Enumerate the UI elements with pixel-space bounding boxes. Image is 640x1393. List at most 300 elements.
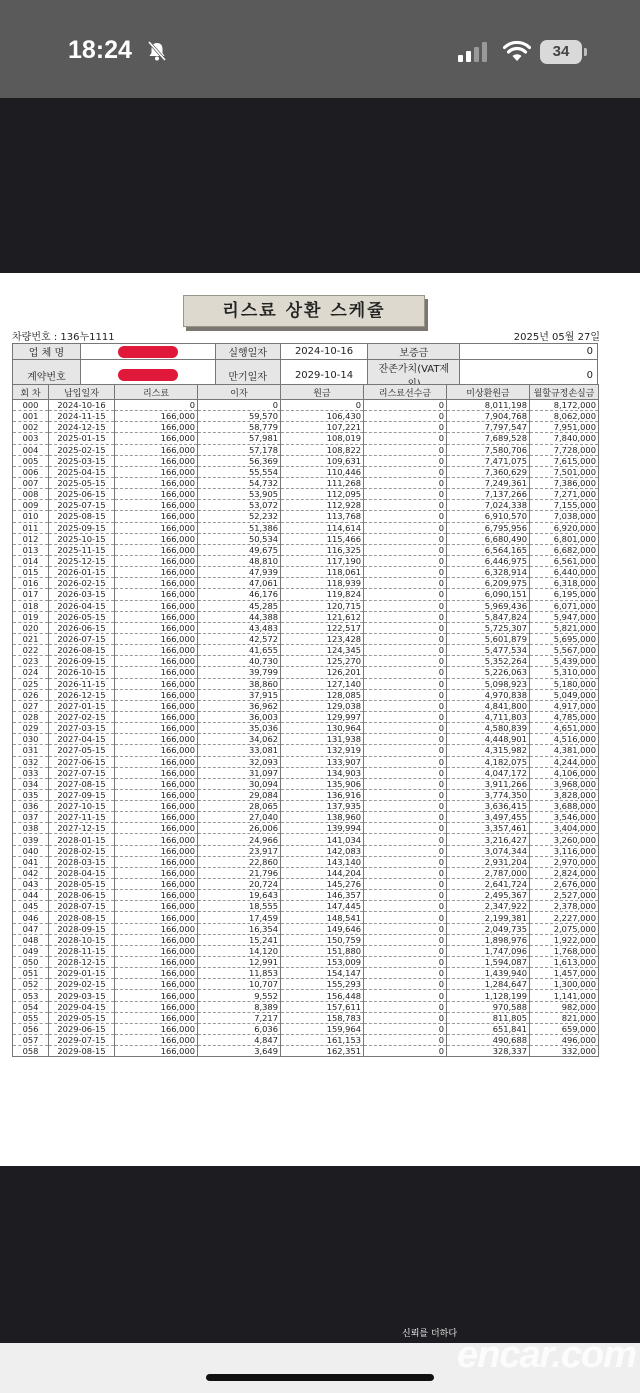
cell-principal: 122,517 (281, 622, 364, 633)
cell-payment-date: 2026-08-15 (49, 645, 115, 656)
redaction-mark (118, 346, 178, 358)
schedule-row (13, 422, 599, 433)
cell-lease-fee: 166,000 (115, 923, 198, 934)
schedule-row (13, 1046, 599, 1057)
cell-outstanding-principal: 6,209,975 (447, 578, 530, 589)
cell-interest: 37,915 (198, 689, 281, 700)
cell-payment-date: 2028-07-15 (49, 901, 115, 912)
cell-outstanding-principal: 6,564,165 (447, 544, 530, 555)
cell-installment: 027 (13, 700, 49, 711)
cell-principal: 118,939 (281, 578, 364, 589)
cell-lease-fee: 166,000 (115, 801, 198, 812)
cell-interest: 3,649 (198, 1046, 281, 1057)
cell-stipulated-loss: 6,440,000 (530, 567, 599, 578)
cell-payment-date: 2028-03-15 (49, 856, 115, 867)
cell-outstanding-principal: 7,360,629 (447, 466, 530, 477)
cell-lease-fee: 166,000 (115, 667, 198, 678)
schedule-row (13, 901, 599, 912)
status-time: 18:24 (68, 36, 132, 64)
cell-payment-date: 2028-12-15 (49, 957, 115, 968)
cell-payment-date: 2025-06-15 (49, 489, 115, 500)
cell-outstanding-principal: 6,680,490 (447, 533, 530, 544)
schedule-row (13, 500, 599, 511)
col-header-lease-fee: 리스료 (115, 385, 198, 400)
cell-outstanding-principal: 3,636,415 (447, 801, 530, 812)
cell-lease-fee: 166,000 (115, 990, 198, 1001)
cell-lease-fee: 166,000 (115, 711, 198, 722)
cell-installment: 023 (13, 656, 49, 667)
cell-interest: 36,962 (198, 700, 281, 711)
schedule-row (13, 489, 599, 500)
schedule-header-row (13, 385, 599, 400)
cell-installment: 050 (13, 957, 49, 968)
schedule-row (13, 1012, 599, 1023)
deposit-value: 0 (460, 344, 598, 360)
cell-principal: 109,631 (281, 455, 364, 466)
document-date: 2025년 05월 27일 (513, 332, 600, 343)
cell-interest: 33,081 (198, 745, 281, 756)
cell-installment: 047 (13, 923, 49, 934)
cell-outstanding-principal: 7,471,075 (447, 455, 530, 466)
cell-outstanding-principal: 3,911,266 (447, 778, 530, 789)
cell-interest: 17,459 (198, 912, 281, 923)
schedule-row (13, 522, 599, 533)
cell-stipulated-loss: 8,172,000 (530, 400, 599, 411)
cell-advance-payment: 0 (364, 778, 447, 789)
cell-installment: 028 (13, 711, 49, 722)
cell-installment: 031 (13, 745, 49, 756)
cell-principal: 141,034 (281, 834, 364, 845)
cell-advance-payment: 0 (364, 411, 447, 422)
cell-installment: 014 (13, 555, 49, 566)
cell-advance-payment: 0 (364, 968, 447, 979)
cell-outstanding-principal: 6,090,151 (447, 589, 530, 600)
cell-principal: 158,783 (281, 1012, 364, 1023)
cell-interest: 14,120 (198, 945, 281, 956)
cell-principal: 144,204 (281, 867, 364, 878)
cell-stipulated-loss: 5,567,000 (530, 645, 599, 656)
cell-principal: 124,345 (281, 645, 364, 656)
cell-payment-date: 2025-08-15 (49, 511, 115, 522)
cell-payment-date: 2029-03-15 (49, 990, 115, 1001)
schedule-row (13, 756, 599, 767)
cell-interest: 29,084 (198, 789, 281, 800)
cell-lease-fee: 166,000 (115, 444, 198, 455)
cell-principal: 118,061 (281, 567, 364, 578)
cell-outstanding-principal: 4,315,982 (447, 745, 530, 756)
cell-advance-payment: 0 (364, 879, 447, 890)
schedule-row (13, 611, 599, 622)
cell-payment-date: 2027-03-15 (49, 723, 115, 734)
cell-advance-payment: 0 (364, 901, 447, 912)
cell-lease-fee: 166,000 (115, 823, 198, 834)
cell-installment: 022 (13, 645, 49, 656)
cell-payment-date: 2025-07-15 (49, 500, 115, 511)
cell-installment: 036 (13, 801, 49, 812)
cell-installment: 038 (13, 823, 49, 834)
cell-interest: 39,799 (198, 667, 281, 678)
cell-stipulated-loss: 332,000 (530, 1046, 599, 1057)
cell-installment: 048 (13, 934, 49, 945)
col-header-payment-date: 납입일자 (49, 385, 115, 400)
cell-principal: 107,221 (281, 422, 364, 433)
cell-installment: 011 (13, 522, 49, 533)
cell-advance-payment: 0 (364, 934, 447, 945)
cell-principal: 142,083 (281, 845, 364, 856)
cell-payment-date: 2025-04-15 (49, 466, 115, 477)
cell-installment: 033 (13, 767, 49, 778)
cell-payment-date: 2026-03-15 (49, 589, 115, 600)
cell-advance-payment: 0 (364, 400, 447, 411)
cell-principal: 148,541 (281, 912, 364, 923)
cell-outstanding-principal: 7,249,361 (447, 477, 530, 488)
cell-installment: 032 (13, 756, 49, 767)
cell-advance-payment: 0 (364, 789, 447, 800)
cell-stipulated-loss: 2,970,000 (530, 856, 599, 867)
cell-payment-date: 2026-06-15 (49, 622, 115, 633)
cell-outstanding-principal: 5,601,879 (447, 633, 530, 644)
cell-principal: 156,448 (281, 990, 364, 1001)
watermark-tagline: 신뢰를 더하다 (402, 1329, 458, 1339)
cell-principal: 106,430 (281, 411, 364, 422)
cell-installment: 042 (13, 867, 49, 878)
cell-installment: 020 (13, 622, 49, 633)
cell-installment: 025 (13, 678, 49, 689)
schedule-row (13, 957, 599, 968)
cell-advance-payment: 0 (364, 767, 447, 778)
cell-payment-date: 2025-10-15 (49, 533, 115, 544)
cell-interest: 21,796 (198, 867, 281, 878)
cell-stipulated-loss: 3,116,000 (530, 845, 599, 856)
cell-payment-date: 2029-06-15 (49, 1023, 115, 1034)
schedule-row (13, 411, 599, 422)
schedule-row (13, 723, 599, 734)
cell-lease-fee: 166,000 (115, 856, 198, 867)
cell-principal: 134,903 (281, 767, 364, 778)
cell-installment: 057 (13, 1035, 49, 1046)
cell-principal: 145,276 (281, 879, 364, 890)
schedule-row (13, 789, 599, 800)
cell-advance-payment: 0 (364, 611, 447, 622)
cell-principal: 112,095 (281, 489, 364, 500)
cell-stipulated-loss: 1,141,000 (530, 990, 599, 1001)
cell-stipulated-loss: 4,381,000 (530, 745, 599, 756)
cell-advance-payment: 0 (364, 678, 447, 689)
cell-principal: 125,270 (281, 656, 364, 667)
cell-payment-date: 2027-06-15 (49, 756, 115, 767)
cell-payment-date: 2028-05-15 (49, 879, 115, 890)
cell-installment: 013 (13, 544, 49, 555)
cell-payment-date: 2028-11-15 (49, 945, 115, 956)
cell-interest: 58,779 (198, 422, 281, 433)
cell-outstanding-principal: 5,847,824 (447, 611, 530, 622)
cell-advance-payment: 0 (364, 812, 447, 823)
cell-stipulated-loss: 6,071,000 (530, 600, 599, 611)
cell-payment-date: 2026-05-15 (49, 611, 115, 622)
cell-stipulated-loss: 2,075,000 (530, 923, 599, 934)
schedule-row (13, 801, 599, 812)
cell-installment: 046 (13, 912, 49, 923)
cell-lease-fee: 0 (115, 400, 198, 411)
cell-stipulated-loss: 7,951,000 (530, 422, 599, 433)
cell-outstanding-principal: 6,795,956 (447, 522, 530, 533)
cell-outstanding-principal: 4,580,839 (447, 723, 530, 734)
cell-payment-date: 2028-02-15 (49, 845, 115, 856)
cell-payment-date: 2028-01-15 (49, 834, 115, 845)
cell-payment-date: 2025-02-15 (49, 444, 115, 455)
cell-stipulated-loss: 5,049,000 (530, 689, 599, 700)
cell-interest: 18,555 (198, 901, 281, 912)
cell-lease-fee: 166,000 (115, 845, 198, 856)
cell-installment: 024 (13, 667, 49, 678)
cell-stipulated-loss: 5,947,000 (530, 611, 599, 622)
cell-payment-date: 2027-11-15 (49, 812, 115, 823)
cell-lease-fee: 166,000 (115, 645, 198, 656)
cell-advance-payment: 0 (364, 533, 447, 544)
cell-payment-date: 2026-09-15 (49, 656, 115, 667)
cell-principal: 146,357 (281, 890, 364, 901)
cell-lease-fee: 166,000 (115, 867, 198, 878)
battery-tip (584, 48, 587, 56)
cell-interest: 12,991 (198, 957, 281, 968)
cell-lease-fee: 166,000 (115, 678, 198, 689)
residual-value-label: 잔존가치(VAT제 (368, 360, 460, 391)
schedule-row (13, 400, 599, 411)
cell-principal: 159,964 (281, 1023, 364, 1034)
cell-payment-date: 2026-04-15 (49, 600, 115, 611)
schedule-row (13, 600, 599, 611)
cell-advance-payment: 0 (364, 578, 447, 589)
cell-payment-date: 2029-02-15 (49, 979, 115, 990)
cell-lease-fee: 166,000 (115, 466, 198, 477)
schedule-row (13, 477, 599, 488)
cell-interest: 57,981 (198, 433, 281, 444)
cell-principal: 110,446 (281, 466, 364, 477)
cell-lease-fee: 166,000 (115, 756, 198, 767)
cell-stipulated-loss: 1,457,000 (530, 968, 599, 979)
cell-advance-payment: 0 (364, 745, 447, 756)
cell-installment: 054 (13, 1001, 49, 1012)
cell-lease-fee: 166,000 (115, 890, 198, 901)
cell-stipulated-loss: 3,260,000 (530, 834, 599, 845)
cell-principal: 120,715 (281, 600, 364, 611)
cell-outstanding-principal: 4,047,172 (447, 767, 530, 778)
schedule-row (13, 734, 599, 745)
cell-outstanding-principal: 1,439,940 (447, 968, 530, 979)
cell-outstanding-principal: 3,357,461 (447, 823, 530, 834)
cell-advance-payment: 0 (364, 845, 447, 856)
cell-stipulated-loss: 1,300,000 (530, 979, 599, 990)
cell-lease-fee: 166,000 (115, 879, 198, 890)
cell-payment-date: 2024-11-15 (49, 411, 115, 422)
cell-advance-payment: 0 (364, 500, 447, 511)
cell-stipulated-loss: 7,728,000 (530, 444, 599, 455)
cell-principal: 119,824 (281, 589, 364, 600)
cell-payment-date: 2029-07-15 (49, 1035, 115, 1046)
cell-outstanding-principal: 7,024,338 (447, 500, 530, 511)
cell-payment-date: 2027-07-15 (49, 767, 115, 778)
cell-advance-payment: 0 (364, 433, 447, 444)
cell-principal: 130,964 (281, 723, 364, 734)
cell-interest: 6,036 (198, 1023, 281, 1034)
cell-lease-fee: 166,000 (115, 1035, 198, 1046)
cell-interest: 22,860 (198, 856, 281, 867)
cell-lease-fee: 166,000 (115, 567, 198, 578)
schedule-row (13, 622, 599, 633)
cell-stipulated-loss: 7,271,000 (530, 489, 599, 500)
cell-stipulated-loss: 2,378,000 (530, 901, 599, 912)
cell-outstanding-principal: 2,347,922 (447, 901, 530, 912)
cell-principal: 129,038 (281, 700, 364, 711)
cell-interest: 40,730 (198, 656, 281, 667)
cell-installment: 004 (13, 444, 49, 455)
cell-payment-date: 2029-04-15 (49, 1001, 115, 1012)
cell-lease-fee: 166,000 (115, 1001, 198, 1012)
schedule-row (13, 667, 599, 678)
cell-principal: 149,646 (281, 923, 364, 934)
cell-installment: 001 (13, 411, 49, 422)
cell-stipulated-loss: 659,000 (530, 1023, 599, 1034)
cell-advance-payment: 0 (364, 622, 447, 633)
cell-stipulated-loss: 4,516,000 (530, 734, 599, 745)
home-indicator[interactable] (206, 1374, 434, 1381)
cell-interest: 8,389 (198, 1001, 281, 1012)
cell-lease-fee: 166,000 (115, 912, 198, 923)
cell-lease-fee: 166,000 (115, 455, 198, 466)
cell-stipulated-loss: 821,000 (530, 1012, 599, 1023)
cell-stipulated-loss: 2,824,000 (530, 867, 599, 878)
cell-principal: 154,147 (281, 968, 364, 979)
cell-interest: 52,232 (198, 511, 281, 522)
cell-principal: 116,325 (281, 544, 364, 555)
cell-advance-payment: 0 (364, 667, 447, 678)
cell-outstanding-principal: 4,182,075 (447, 756, 530, 767)
cell-stipulated-loss: 4,651,000 (530, 723, 599, 734)
cell-outstanding-principal: 3,074,344 (447, 845, 530, 856)
schedule-row (13, 511, 599, 522)
cell-payment-date: 2025-09-15 (49, 522, 115, 533)
cell-stipulated-loss: 5,439,000 (530, 656, 599, 667)
cell-advance-payment: 0 (364, 522, 447, 533)
cell-stipulated-loss: 2,676,000 (530, 879, 599, 890)
cell-outstanding-principal: 5,352,264 (447, 656, 530, 667)
cell-outstanding-principal: 6,910,570 (447, 511, 530, 522)
cell-payment-date: 2026-07-15 (49, 633, 115, 644)
cell-principal: 0 (281, 400, 364, 411)
cell-advance-payment: 0 (364, 890, 447, 901)
cell-outstanding-principal: 2,641,724 (447, 879, 530, 890)
cell-lease-fee: 166,000 (115, 968, 198, 979)
cell-interest: 54,732 (198, 477, 281, 488)
cell-outstanding-principal: 2,495,367 (447, 890, 530, 901)
cell-installment: 026 (13, 689, 49, 700)
cell-stipulated-loss: 4,106,000 (530, 767, 599, 778)
cell-advance-payment: 0 (364, 945, 447, 956)
cell-outstanding-principal: 4,841,800 (447, 700, 530, 711)
cell-payment-date: 2028-10-15 (49, 934, 115, 945)
cell-interest: 23,917 (198, 845, 281, 856)
cell-outstanding-principal: 1,747,096 (447, 945, 530, 956)
col-header-advance-payment: 리스료선수금 (364, 385, 447, 400)
cell-payment-date: 2026-11-15 (49, 678, 115, 689)
cell-installment: 041 (13, 856, 49, 867)
cell-interest: 34,062 (198, 734, 281, 745)
cell-outstanding-principal: 6,328,914 (447, 567, 530, 578)
battery-indicator: 34 (540, 40, 582, 64)
cell-stipulated-loss: 1,922,000 (530, 934, 599, 945)
cell-lease-fee: 166,000 (115, 1023, 198, 1034)
cell-interest: 46,176 (198, 589, 281, 600)
exec-date-label: 실행일자 (215, 344, 280, 360)
cell-payment-date: 2024-12-15 (49, 422, 115, 433)
cell-advance-payment: 0 (364, 489, 447, 500)
cell-stipulated-loss: 5,310,000 (530, 667, 599, 678)
cell-interest: 9,552 (198, 990, 281, 1001)
cell-advance-payment: 0 (364, 645, 447, 656)
cell-outstanding-principal: 328,337 (447, 1046, 530, 1057)
cell-advance-payment: 0 (364, 656, 447, 667)
company-name-redacted (80, 344, 215, 360)
schedule-row (13, 444, 599, 455)
cell-stipulated-loss: 3,688,000 (530, 801, 599, 812)
cell-lease-fee: 166,000 (115, 778, 198, 789)
cell-principal: 132,919 (281, 745, 364, 756)
cell-stipulated-loss: 982,000 (530, 1001, 599, 1012)
col-header-installment: 회 차 (13, 385, 49, 400)
cell-advance-payment: 0 (364, 912, 447, 923)
cell-principal: 113,768 (281, 511, 364, 522)
cell-lease-fee: 166,000 (115, 533, 198, 544)
schedule-row (13, 856, 599, 867)
cell-stipulated-loss: 5,821,000 (530, 622, 599, 633)
cell-payment-date: 2027-09-15 (49, 789, 115, 800)
cell-payment-date: 2027-05-15 (49, 745, 115, 756)
cell-payment-date: 2027-02-15 (49, 711, 115, 722)
cell-principal: 138,960 (281, 812, 364, 823)
cell-stipulated-loss: 1,768,000 (530, 945, 599, 956)
cell-interest: 36,003 (198, 711, 281, 722)
cell-stipulated-loss: 5,695,000 (530, 633, 599, 644)
cell-interest: 15,241 (198, 934, 281, 945)
cell-stipulated-loss: 7,038,000 (530, 511, 599, 522)
cell-installment: 009 (13, 500, 49, 511)
cell-advance-payment: 0 (364, 711, 447, 722)
cell-advance-payment: 0 (364, 856, 447, 867)
cell-interest: 30,094 (198, 778, 281, 789)
schedule-row (13, 455, 599, 466)
schedule-row (13, 767, 599, 778)
cell-stipulated-loss: 2,227,000 (530, 912, 599, 923)
cell-payment-date: 2024-10-16 (49, 400, 115, 411)
cell-lease-fee: 166,000 (115, 555, 198, 566)
cell-payment-date: 2027-12-15 (49, 823, 115, 834)
cell-lease-fee: 166,000 (115, 544, 198, 555)
cell-interest: 44,388 (198, 611, 281, 622)
cell-lease-fee: 166,000 (115, 789, 198, 800)
maturity-date-label: 만기일자 (215, 360, 280, 391)
cell-advance-payment: 0 (364, 1012, 447, 1023)
schedule-row (13, 745, 599, 756)
cell-principal: 162,351 (281, 1046, 364, 1057)
cell-outstanding-principal: 2,049,735 (447, 923, 530, 934)
cell-lease-fee: 166,000 (115, 589, 198, 600)
cell-lease-fee: 166,000 (115, 622, 198, 633)
cell-advance-payment: 0 (364, 600, 447, 611)
cell-interest: 47,939 (198, 567, 281, 578)
cell-advance-payment: 0 (364, 567, 447, 578)
cell-interest: 7,217 (198, 1012, 281, 1023)
cell-advance-payment: 0 (364, 923, 447, 934)
